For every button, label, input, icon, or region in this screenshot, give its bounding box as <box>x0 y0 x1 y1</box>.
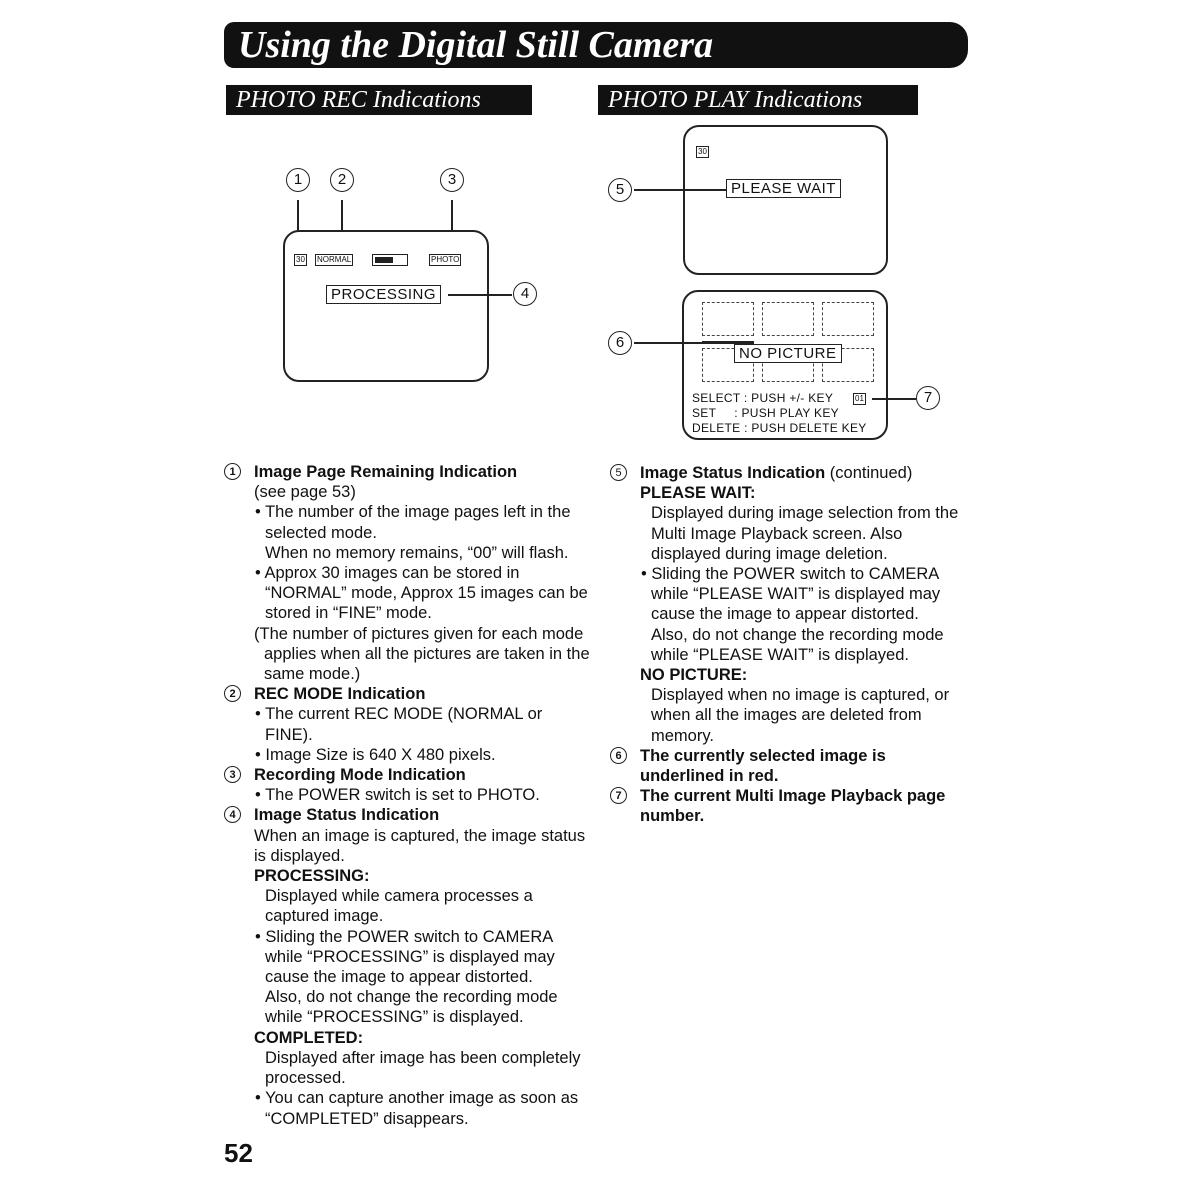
callout-6-leader <box>634 342 702 344</box>
callout-7-leader <box>872 398 916 400</box>
item-5-no-picture-heading: NO PICTURE: <box>640 666 748 685</box>
item-4-processing-heading: PROCESSING: <box>254 867 370 886</box>
item-5-please-wait-text: Displayed during image selection from the Multi Image Playback screen. Also displayed during image deletion. <box>651 504 959 563</box>
item-1-bullet-1-cont: When no memory remains, “00” will flash. <box>265 543 569 562</box>
no-picture-label: NO PICTURE <box>734 344 842 363</box>
section-heading-photo-rec: PHOTO REC Indications <box>226 85 532 115</box>
callout-1: 1 <box>286 168 310 192</box>
item-7-number: 7 <box>610 787 627 804</box>
section-heading-photo-play: PHOTO PLAY Indications <box>598 85 918 115</box>
callout-2: 2 <box>330 168 354 192</box>
select-instruction: SELECT : PUSH +/- KEY <box>692 391 834 405</box>
rec-viewfinder-screen <box>283 230 489 382</box>
item-1-bullet-2: • Approx 30 images can be stored in “NORMAL” mode, Approx 15 images can be stored in “FINE” mode. <box>255 564 588 623</box>
play-viewfinder-screen <box>683 125 888 275</box>
callout-4-leader <box>448 294 512 296</box>
multi-page-number: 01 <box>855 394 864 403</box>
thumbnail-1 <box>702 302 754 336</box>
right-column <box>610 463 972 827</box>
thumbnail-3 <box>822 302 874 336</box>
title-bar <box>224 22 968 68</box>
item-3-number: 3 <box>224 766 241 783</box>
item-2-bullet-2: • Image Size is 640 X 480 pixels. <box>255 745 496 764</box>
item-5-bullet-1-cont: Also, do not change the recording mode while “PLEASE WAIT” is displayed. <box>651 625 944 664</box>
rec-mode-indicator: NORMAL <box>317 255 352 264</box>
item-2-title: 2 REC MODE Indication <box>224 684 590 704</box>
item-5-please-wait-heading: PLEASE WAIT: <box>640 484 756 503</box>
item-1-bullet-1: • The number of the image pages left in the selected mode. <box>255 503 571 542</box>
processing-label: PROCESSING <box>326 285 441 304</box>
item-7-title: 7 The current Multi Image Playback page number. <box>610 786 972 826</box>
item-6-number: 6 <box>610 747 627 764</box>
callout-3: 3 <box>440 168 464 192</box>
item-3-bullet-1: • The POWER switch is set to PHOTO. <box>255 786 540 805</box>
item-4-title: 4 Image Status Indication <box>224 805 590 825</box>
set-instruction: SET : PUSH PLAY KEY <box>692 406 839 420</box>
delete-instruction: DELETE : PUSH DELETE KEY <box>692 421 867 435</box>
item-5-bullet-1: • Sliding the POWER switch to CAMERA while “PLEASE WAIT” is displayed may cause the image to appear distorted. <box>641 565 941 624</box>
callout-5-leader <box>634 189 726 191</box>
page-title: Using the Digital Still Camera <box>238 24 714 66</box>
callout-7: 7 <box>916 386 940 410</box>
callout-4: 4 <box>513 282 537 306</box>
battery-icon <box>372 254 408 266</box>
item-4-bullet-1: • Sliding the POWER switch to CAMERA while “PROCESSING” is displayed may cause the image to appear distorted. <box>255 927 555 987</box>
item-4-bullet-2: • You can capture another image as soon as “COMPLETED” disappears. <box>255 1089 579 1128</box>
item-4-bullet-1-cont: Also, do not change the recording mode while “PROCESSING” is displayed. <box>265 988 558 1027</box>
item-1-title: 1 Image Page Remaining Indication <box>224 462 590 482</box>
item-1-note: (The number of pictures given for each mode applies when all the pictures are taken in the same mode.) <box>254 624 590 684</box>
callout-5: 5 <box>608 178 632 202</box>
please-wait-label: PLEASE WAIT <box>726 179 841 198</box>
play-pages-indicator: 30 <box>698 147 707 156</box>
item-1-reference: (see page 53) <box>254 483 356 502</box>
callout-6: 6 <box>608 331 632 355</box>
item-6-title: 6 The currently selected image is underlined in red. <box>610 746 972 786</box>
item-5-title: 5 Image Status Indication (continued) <box>610 463 972 483</box>
item-4-text: When an image is captured, the image status is displayed. <box>254 826 586 865</box>
item-1-number: 1 <box>224 463 241 480</box>
item-4-number: 4 <box>224 806 241 823</box>
item-2-number: 2 <box>224 685 241 702</box>
item-4-completed-text: Displayed after image has been completely processed. <box>265 1048 581 1088</box>
page-number: 52 <box>224 1138 253 1168</box>
item-5-no-picture-text: Displayed when no image is captured, or when all the images are deleted from memory. <box>651 686 950 745</box>
item-5-number: 5 <box>610 464 627 481</box>
item-2-bullet-1: • The current REC MODE (NORMAL or FINE). <box>255 705 543 744</box>
item-3-title: 3 Recording Mode Indication <box>224 765 590 785</box>
item-4-processing-text: Displayed while camera processes a captured image. <box>265 887 533 926</box>
pages-remaining-indicator: 30 <box>296 255 305 264</box>
recording-mode-indicator: PHOTO <box>431 255 460 264</box>
left-column <box>224 462 590 1129</box>
thumbnail-2 <box>762 302 814 336</box>
item-4-completed-heading: COMPLETED: <box>254 1028 364 1047</box>
